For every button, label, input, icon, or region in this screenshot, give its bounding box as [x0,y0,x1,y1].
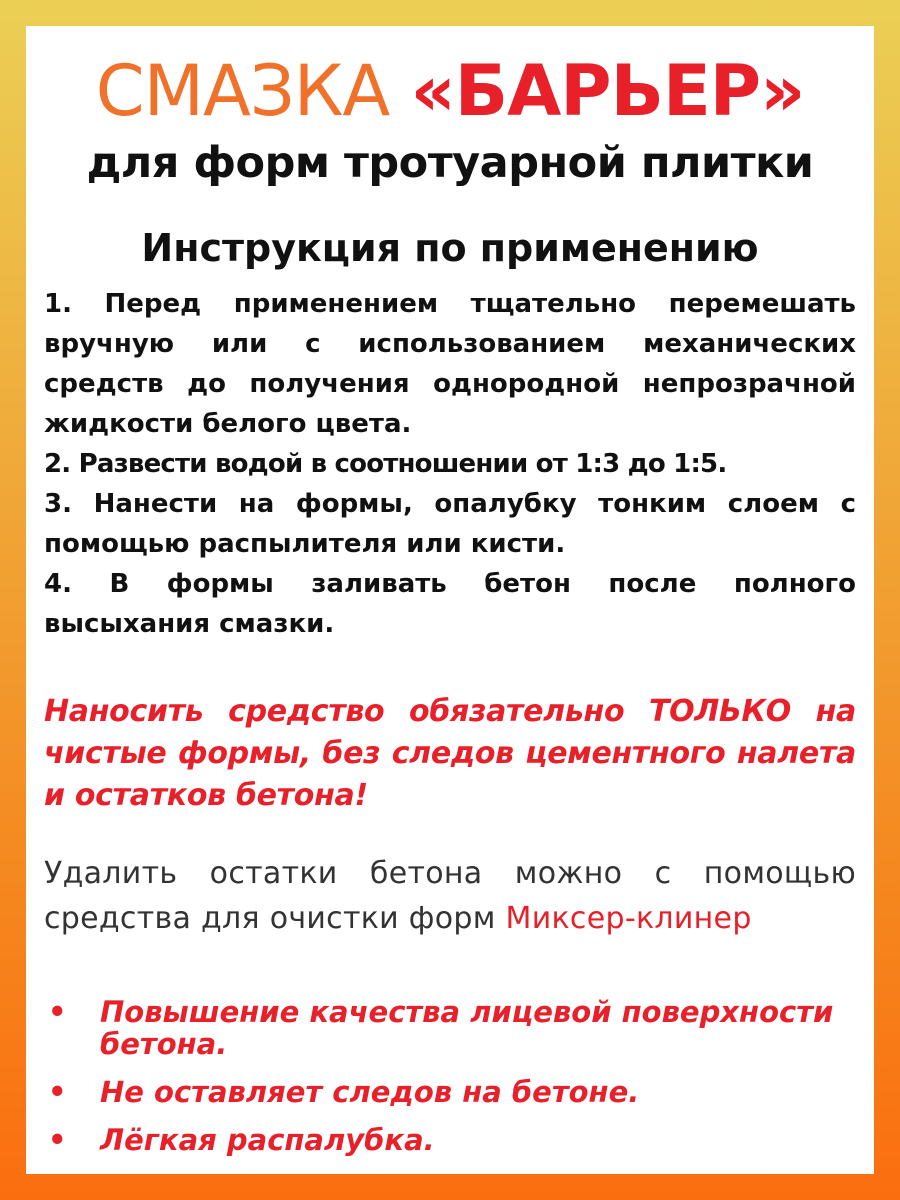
benefit-item [44,996,856,1060]
instruction-steps [44,284,856,644]
product-title [26,50,874,132]
warning-text: Наносить средство обязательно ТОЛЬКО на чистые формы, без следов цементного налета и остатков бетона! [44,694,856,813]
title-brand: «БАРЬЕР» [410,50,805,132]
benefit-text: Лёгкая распалубка. [100,1123,435,1157]
step-2: 2. Развести водой в соотношении от 1:3 до 1:5. [44,449,727,479]
step-1: 1. Перед применением тщательно перемешать вручную или с использованием механических средств до получения однородной непрозрачной жидкости белого цвета. [44,289,856,439]
instructions-heading: Инструкция по применению [141,226,759,270]
benefit-item [44,1076,856,1108]
removal-text: Удалить остатки бетона можно с помощью средства для очистки форм [44,856,856,936]
benefit-text: Не оставляет следов на бетоне. [100,1075,640,1109]
cleaner-product-name: Миксер-клинер [505,901,752,936]
instruction-card [26,26,874,1174]
bullet-icon: • [48,1123,67,1157]
product-subtitle: для форм тротуарной плитки [86,138,814,188]
benefit-item [44,1124,856,1156]
step-4: 4. В формы заливать бетон после полного высыхания смазки. [44,569,856,639]
step-3: 3. Нанести на формы, опалубку тонким слоем с помощью распылителя или кисти. [44,489,856,559]
removal-note [44,851,856,941]
bullet-icon: • [48,1075,67,1109]
bullet-icon: • [48,995,67,1029]
benefit-text: Повышение качества лицевой поверхности бетона. [100,995,834,1061]
benefits-list [44,996,856,1172]
title-prefix: СМАЗКА [95,50,411,132]
